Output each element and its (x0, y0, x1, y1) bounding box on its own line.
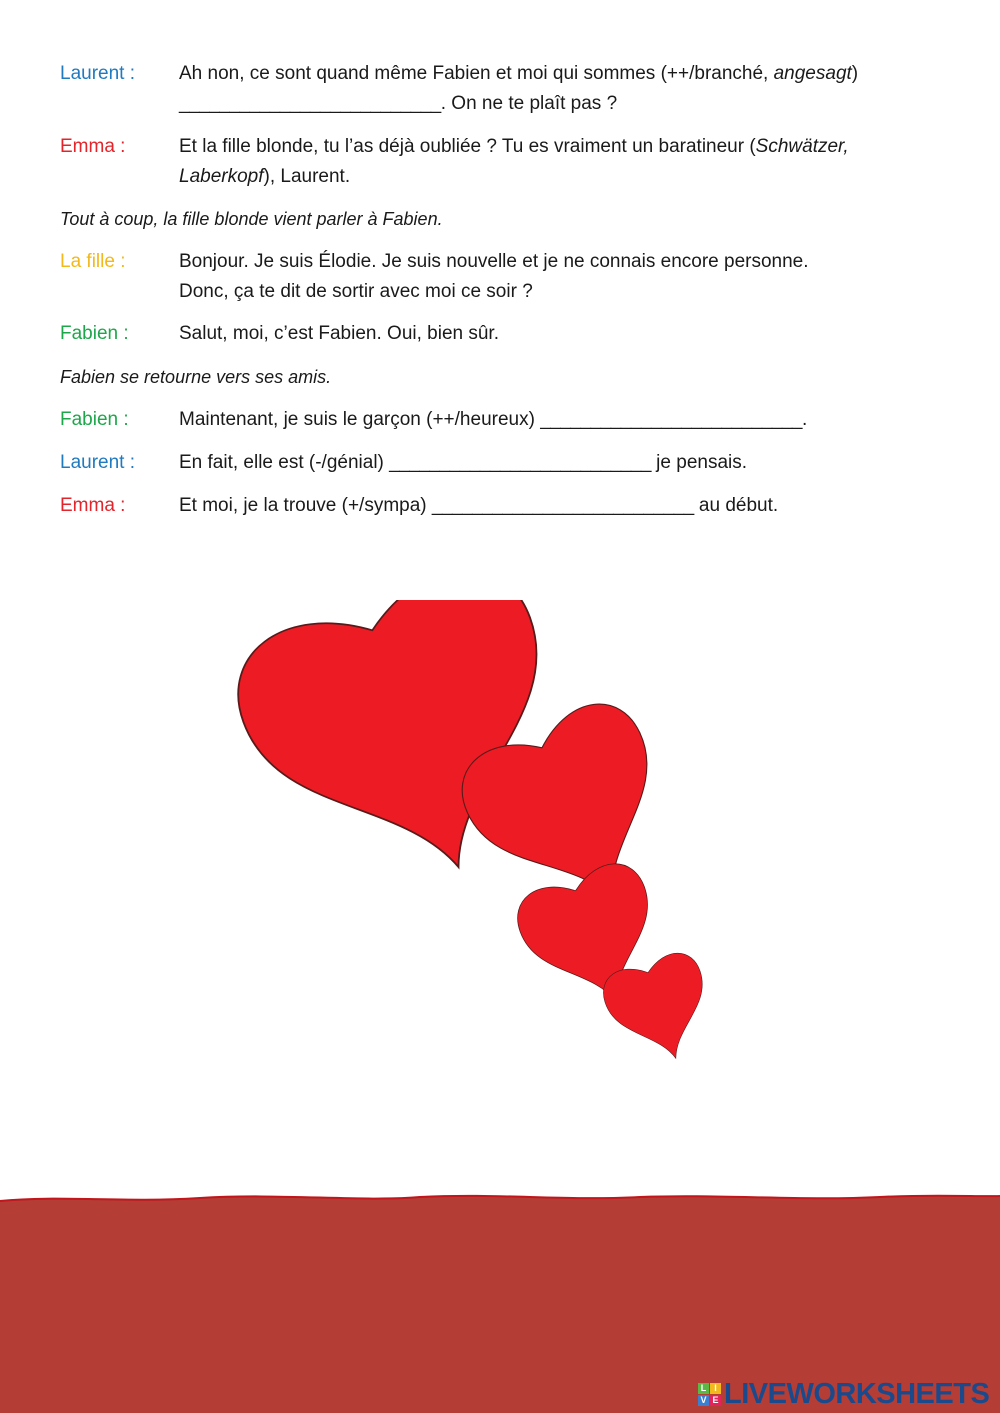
hearts-illustration (0, 600, 1000, 1100)
line-text: Donc, ça te dit de sortir avec moi ce soir ? (179, 281, 533, 302)
logo-tile: L (698, 1383, 709, 1394)
speaker-la-fille: La fille : (60, 251, 126, 272)
speaker-fabien: Fabien : (60, 323, 129, 344)
dialogue-line-fabien-2 (60, 405, 960, 435)
speaker-emma: Emma : (60, 136, 126, 157)
speaker-laurent: Laurent : (60, 63, 135, 84)
line-text: En fait, elle est (-/génial) (179, 452, 390, 473)
logo-tile: E (710, 1395, 721, 1406)
answer-blank-2[interactable]: __________________________ (540, 409, 802, 430)
answer-blank-4[interactable]: __________________________ (431, 495, 694, 516)
line-text: au début. (693, 495, 779, 516)
dialogue-line-fabien-1 (60, 319, 960, 349)
dialogue-line-emma-1 (60, 132, 960, 192)
translation-hint: Laberkopf (179, 166, 264, 187)
logo-tiles (698, 1383, 721, 1406)
translation-hint: Schwätzer, (755, 136, 849, 157)
line-text: . On ne te plaît pas ? (440, 93, 618, 114)
speaker-emma: Emma : (60, 495, 126, 516)
line-text: . (801, 409, 808, 430)
logo-tile: I (710, 1383, 721, 1394)
speaker-laurent: Laurent : (60, 452, 135, 473)
answer-blank-3[interactable]: __________________________ (389, 452, 651, 473)
line-text: Ah non, ce sont quand même Fabien et moi qui sommes (++/branché, (179, 63, 774, 84)
line-text: je pensais. (650, 452, 748, 473)
line-text: Salut, moi, c’est Fabien. Oui, bien sûr. (179, 323, 499, 344)
line-text: ), Laurent. (263, 166, 351, 187)
dialogue-line-laurent-2 (60, 448, 960, 478)
narration-2: Fabien se retourne vers ses amis. (60, 367, 332, 387)
liveworksheets-logo (698, 1378, 989, 1411)
line-text: Et moi, je la trouve (+/sympa) (179, 495, 432, 516)
line-text: ) (851, 63, 859, 84)
translation-hint: angesagt (773, 63, 852, 84)
dialogue-line-fille (60, 247, 960, 307)
dialogue-line-laurent-1 (60, 59, 960, 119)
line-text: Maintenant, je suis le garçon (++/heureux) (179, 409, 541, 430)
answer-blank-1[interactable]: __________________________ (179, 93, 441, 114)
logo-tile: V (698, 1395, 709, 1406)
dialogue-line-emma-2 (60, 491, 960, 521)
logo-text: LIVEWORKSHEETS (724, 1378, 990, 1410)
narration-1: Tout à coup, la fille blonde vient parler à Fabien. (60, 209, 443, 229)
speaker-fabien: Fabien : (60, 409, 129, 430)
line-text: Et la fille blonde, tu l’as déjà oubliée ? Tu es vraiment un baratineur ( (179, 136, 756, 157)
line-text: Bonjour. Je suis Élodie. Je suis nouvelle et je ne connais encore personne. (179, 251, 809, 272)
